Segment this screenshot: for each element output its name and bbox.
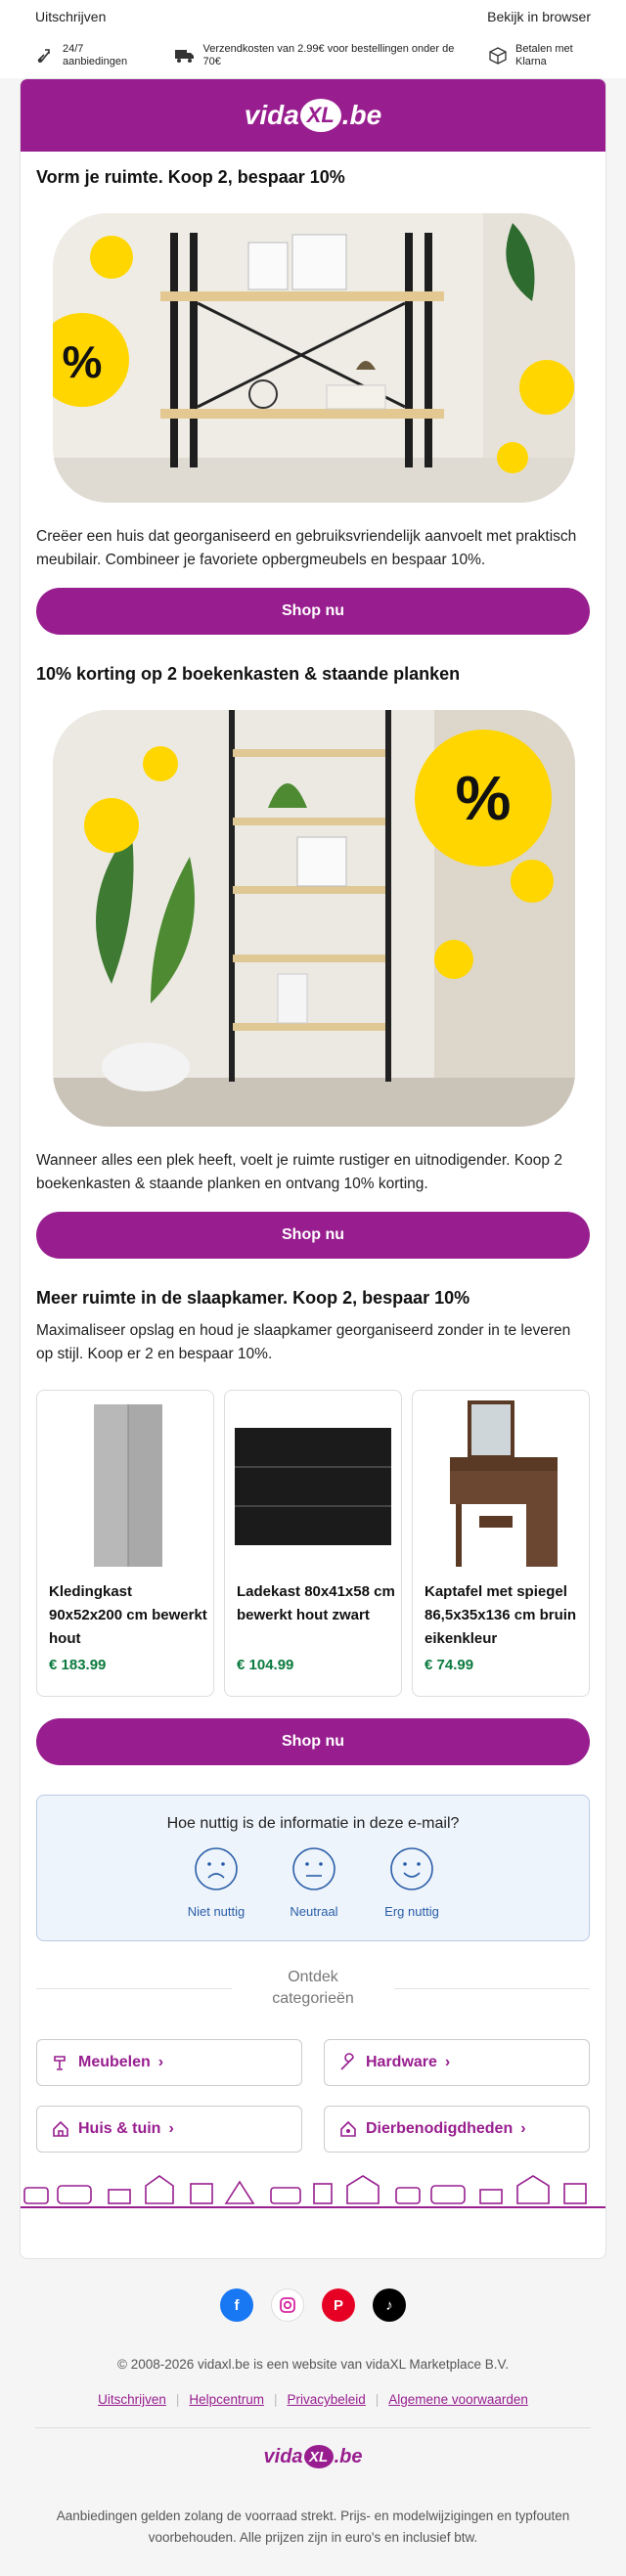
section-title: Meer ruimte in de slaapkamer. Koop 2, bespaar 10% [36, 1288, 470, 1308]
product-name: Ladekast 80x41x58 cm bewerkt hout zwart [237, 1583, 395, 1623]
rating-label: Niet nuttig [187, 1904, 246, 1919]
footer-logo[interactable] [0, 2445, 626, 2468]
rating-label: Erg nuttig [384, 1904, 439, 1919]
category-label: Dierbenodigdheden [366, 2120, 514, 2137]
product-name: Kaptafel met spiegel 86,5x35x136 cm bruin eikenkleur [425, 1583, 577, 1647]
category-dierbenodigdheden[interactable] [324, 2106, 590, 2153]
usp-item [488, 43, 591, 68]
product-card[interactable] [412, 1390, 590, 1697]
bookcase-illustration [53, 710, 575, 1127]
product-card[interactable] [36, 1390, 214, 1697]
footer-link-unsubscribe[interactable]: Uitschrijven [98, 2392, 166, 2407]
category-label: Meubelen [78, 2054, 151, 2070]
section-title: 10% korting op 2 boekenkasten & staande planken [36, 664, 461, 684]
product-price: € 74.99 [425, 1657, 474, 1673]
brand-logo[interactable] [245, 99, 382, 132]
divider [35, 2427, 591, 2428]
categories-heading [36, 1967, 590, 2010]
shelf-illustration [53, 213, 575, 503]
category-label: Hardware [366, 2054, 437, 2070]
logo-text: vida [244, 100, 299, 130]
usp-text: 24/7 aanbiedingen [63, 43, 128, 67]
wardrobe-image [45, 1399, 205, 1575]
wrench-icon [338, 2053, 358, 2072]
facebook-icon[interactable]: f [220, 2288, 253, 2322]
copyright: © 2008-2026 vidaxl.be is een website van vidaXL Marketplace B.V. [117, 2357, 509, 2372]
link-separator: | [273, 2392, 278, 2407]
chevron-right-icon: › [168, 2120, 174, 2137]
usp-item [35, 43, 143, 68]
feedback-survey [36, 1795, 590, 1941]
unsubscribe-link[interactable]: Uitschrijven [35, 9, 107, 24]
logo-xl: XL [304, 2445, 334, 2468]
usp-text: Betalen met Klarna [515, 43, 573, 67]
box-icon [488, 46, 508, 66]
product-price: € 104.99 [237, 1657, 294, 1673]
footer-link-terms[interactable]: Algemene voorwaarden [388, 2392, 528, 2407]
chevron-right-icon: › [157, 2054, 164, 2070]
dresser-image [233, 1399, 393, 1575]
shop-now-button[interactable]: Shop nu [36, 1718, 590, 1765]
chevron-right-icon: › [520, 2120, 526, 2137]
pet-house-icon [338, 2119, 358, 2139]
tiktok-icon[interactable]: ♪ [373, 2288, 406, 2322]
section-text: Maximaliseer opslag en houd je slaapkamer georganiseerd zonder in te leveren op stijl. Koop er 2 en bespaar 10%. [36, 1322, 571, 1362]
section-text: Wanneer alles een plek heeft, voelt je ruimte rustiger en uitnodigender. Koop 2 boekenkasten & staande planken en ontvang 10% korting. [36, 1152, 562, 1192]
hero-image-bookcase[interactable] [53, 710, 575, 1127]
logo-xl: XL [300, 99, 341, 132]
hero-image-shelves[interactable] [53, 213, 575, 503]
truck-icon [174, 47, 196, 65]
sad-face-icon [194, 1846, 239, 1891]
category-huis-tuin[interactable] [36, 2106, 302, 2153]
logo-suffix: .be [341, 100, 382, 130]
logo-text: vida [263, 2445, 303, 2467]
shop-now-button[interactable]: Shop nu [36, 1212, 590, 1259]
rating-not-useful[interactable] [177, 1846, 255, 1919]
percent-badge: % [455, 763, 512, 833]
pinterest-icon[interactable]: P [322, 2288, 355, 2322]
logo-suffix: .be [334, 2445, 363, 2467]
category-label: Huis & tuin [78, 2120, 161, 2137]
neutral-face-icon [291, 1846, 336, 1891]
furniture-icon-band [21, 2172, 606, 2211]
usp-bar [0, 33, 626, 78]
house-icon [51, 2119, 70, 2139]
rating-label: Neutraal [290, 1904, 338, 1919]
categories-heading-line: categorieën [272, 1990, 354, 2007]
section-text: Creëer een huis dat georganiseerd en gebruiksvriendelijk aanvoelt met praktisch meubilair. Combineer je favoriete opbergmeubels en bespaar 10%. [36, 528, 577, 568]
product-name: Kledingkast 90x52x200 cm bewerkt hout [49, 1583, 207, 1647]
shop-now-button[interactable]: Shop nu [36, 588, 590, 635]
percent-badge: % [62, 336, 103, 387]
view-in-browser-link[interactable]: Bekijk in browser [487, 9, 591, 24]
instagram-icon[interactable] [271, 2288, 304, 2322]
rating-very-useful[interactable] [373, 1846, 451, 1919]
footer-link-help[interactable]: Helpcentrum [189, 2392, 264, 2407]
vanity-image [421, 1399, 581, 1575]
top-bar [0, 0, 626, 33]
link-separator: | [375, 2392, 380, 2407]
usp-text: Verzendkosten van 2.99€ voor bestellingen onder de 70€ [202, 43, 455, 67]
footer-link-privacy[interactable]: Privacybeleid [287, 2392, 366, 2407]
product-list [36, 1390, 590, 1697]
survey-question: Hoe nuttig is de informatie in deze e-mail? [166, 1815, 460, 1832]
usp-item [174, 43, 458, 68]
product-card[interactable] [224, 1390, 402, 1697]
brand-header [21, 79, 605, 152]
category-hardware[interactable] [324, 2039, 590, 2086]
section-title: Vorm je ruimte. Koop 2, bespaar 10% [36, 167, 345, 187]
email-card [20, 78, 606, 2259]
link-separator: | [175, 2392, 180, 2407]
rating-neutral[interactable] [275, 1846, 353, 1919]
support-icon [35, 46, 55, 66]
product-price: € 183.99 [49, 1657, 107, 1673]
happy-face-icon [389, 1846, 434, 1891]
social-links [0, 2288, 626, 2322]
lamp-icon [51, 2053, 70, 2072]
chevron-right-icon: › [444, 2054, 451, 2070]
disclaimer: Aanbiedingen gelden zolang de voorraad strekt. Prijs- en modelwijzigingen en typfouten voorbehouden. Alle prijzen zijn in euro's en inclusief btw. [56, 2509, 570, 2545]
categories-heading-line: Ontdek [288, 1969, 338, 1985]
footer-links [0, 2392, 626, 2407]
category-meubelen[interactable] [36, 2039, 302, 2086]
